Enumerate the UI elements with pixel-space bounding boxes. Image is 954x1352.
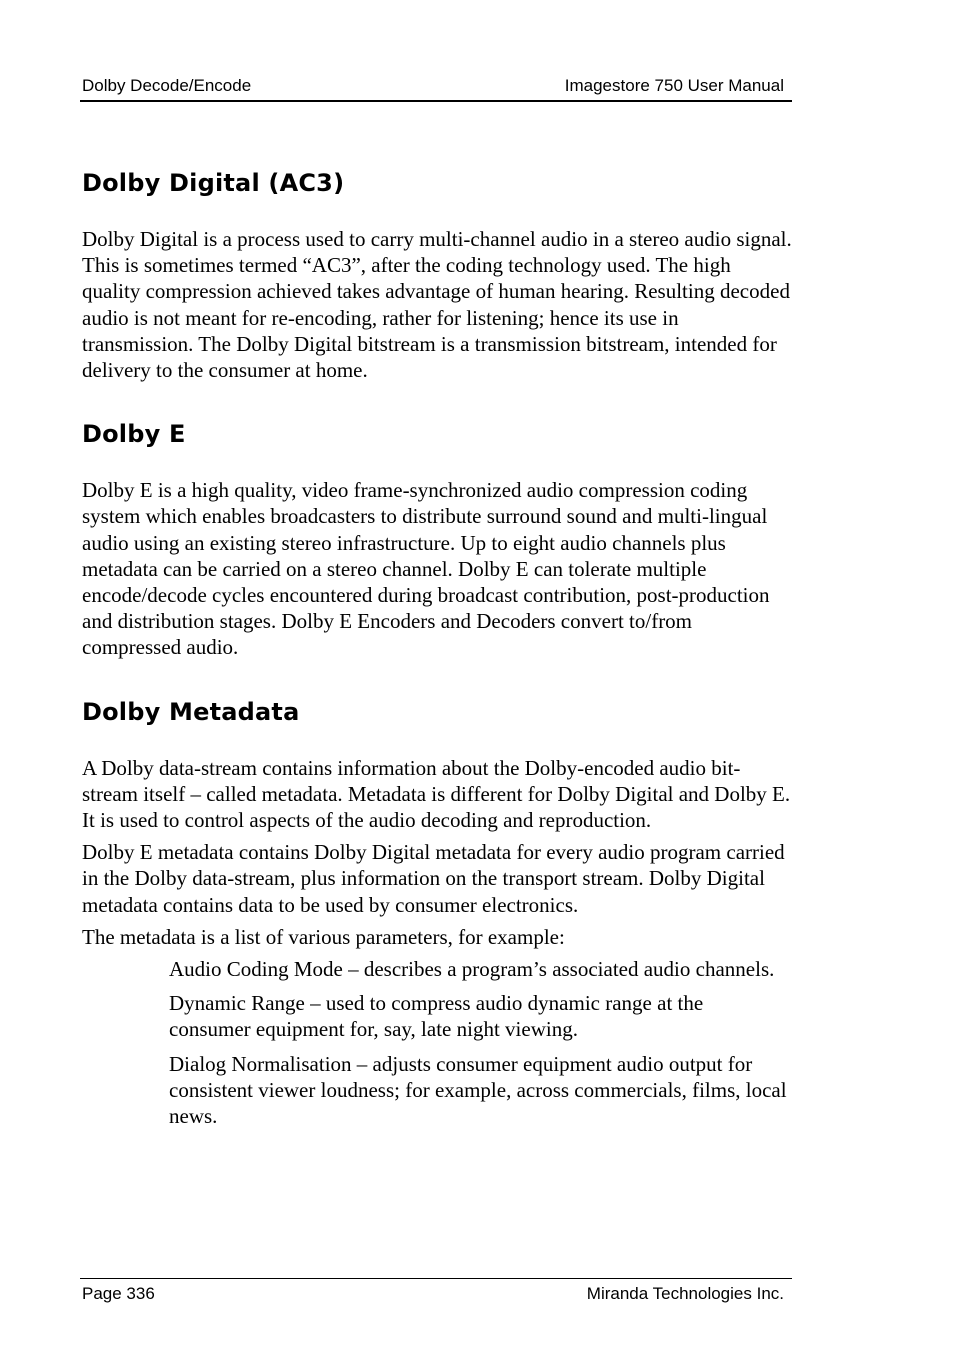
heading-dolby-digital: Dolby Digital (AC3) (82, 169, 345, 197)
paragraph-dolby-e: Dolby E is a high quality, video frame-synchronized audio compression coding system which enables broadcasters to distribute surround sound and multi-lingual audio using an existing stereo infrastructure. Up to eight audio channels plus metadata can be carried on a stereo channel. Dolby E can tolerate multiple encode/decode cycles encountered during broadcast contribution, post-production and distribution stages. Dolby E Encoders and Decoders convert to/from compressed audio. (82, 478, 770, 660)
footer-company: Miranda Technologies Inc. (586, 1284, 784, 1303)
list-item: Dialog Normalisation – adjusts consumer equipment audio output for consistent viewer loudness; for example, across commercials, films, local news. (169, 1051, 787, 1129)
page-header (80, 76, 792, 102)
paragraph-metadata-list-intro: The metadata is a list of various parameters, for example: (82, 924, 565, 949)
page-number: Page 336 (82, 1284, 155, 1303)
section-dolby-e (82, 417, 794, 660)
page-footer (80, 1278, 792, 1303)
list-item: Audio Coding Mode – describes a program’s associated audio channels. (169, 957, 775, 982)
page-content (82, 166, 794, 1137)
header-manual-title: Imagestore 750 User Manual (564, 76, 784, 95)
heading-dolby-e: Dolby E (82, 420, 186, 449)
heading-dolby-metadata: Dolby Metadata (82, 697, 300, 726)
list-item: Dynamic Range – used to compress audio dynamic range at the consumer equipment for, say, late night viewing. (169, 991, 704, 1042)
section-dolby-digital (82, 166, 794, 383)
paragraph-metadata-intro: A Dolby data-stream contains information about the Dolby-encoded audio bit-stream itself – called metadata. Metadata is different for Dolby Digital and Dolby E. It is used to control aspects of the audio decoding and reproduction. (82, 755, 791, 833)
paragraph-metadata-dolby-e: Dolby E metadata contains Dolby Digital metadata for every audio program carried in the Dolby data-stream, plus information on the transport stream. Dolby Digital metadata contains data to be used by consumer electronics. (82, 840, 785, 917)
header-chapter-title: Dolby Decode/Encode (82, 76, 252, 95)
section-dolby-metadata (82, 695, 794, 1130)
paragraph-dolby-digital: Dolby Digital is a process used to carry multi-channel audio in a stereo audio signal. This is sometimes termed “AC3”, after the coding technology used. The high quality compression achieved takes advantage of human hearing. Resulting decoded audio is not meant for re-encoding, rather for listening; hence its use in transmission. The Dolby Digital bitstream is a transmission bitstream, intended for delivery to the consumer at home. (82, 227, 792, 383)
